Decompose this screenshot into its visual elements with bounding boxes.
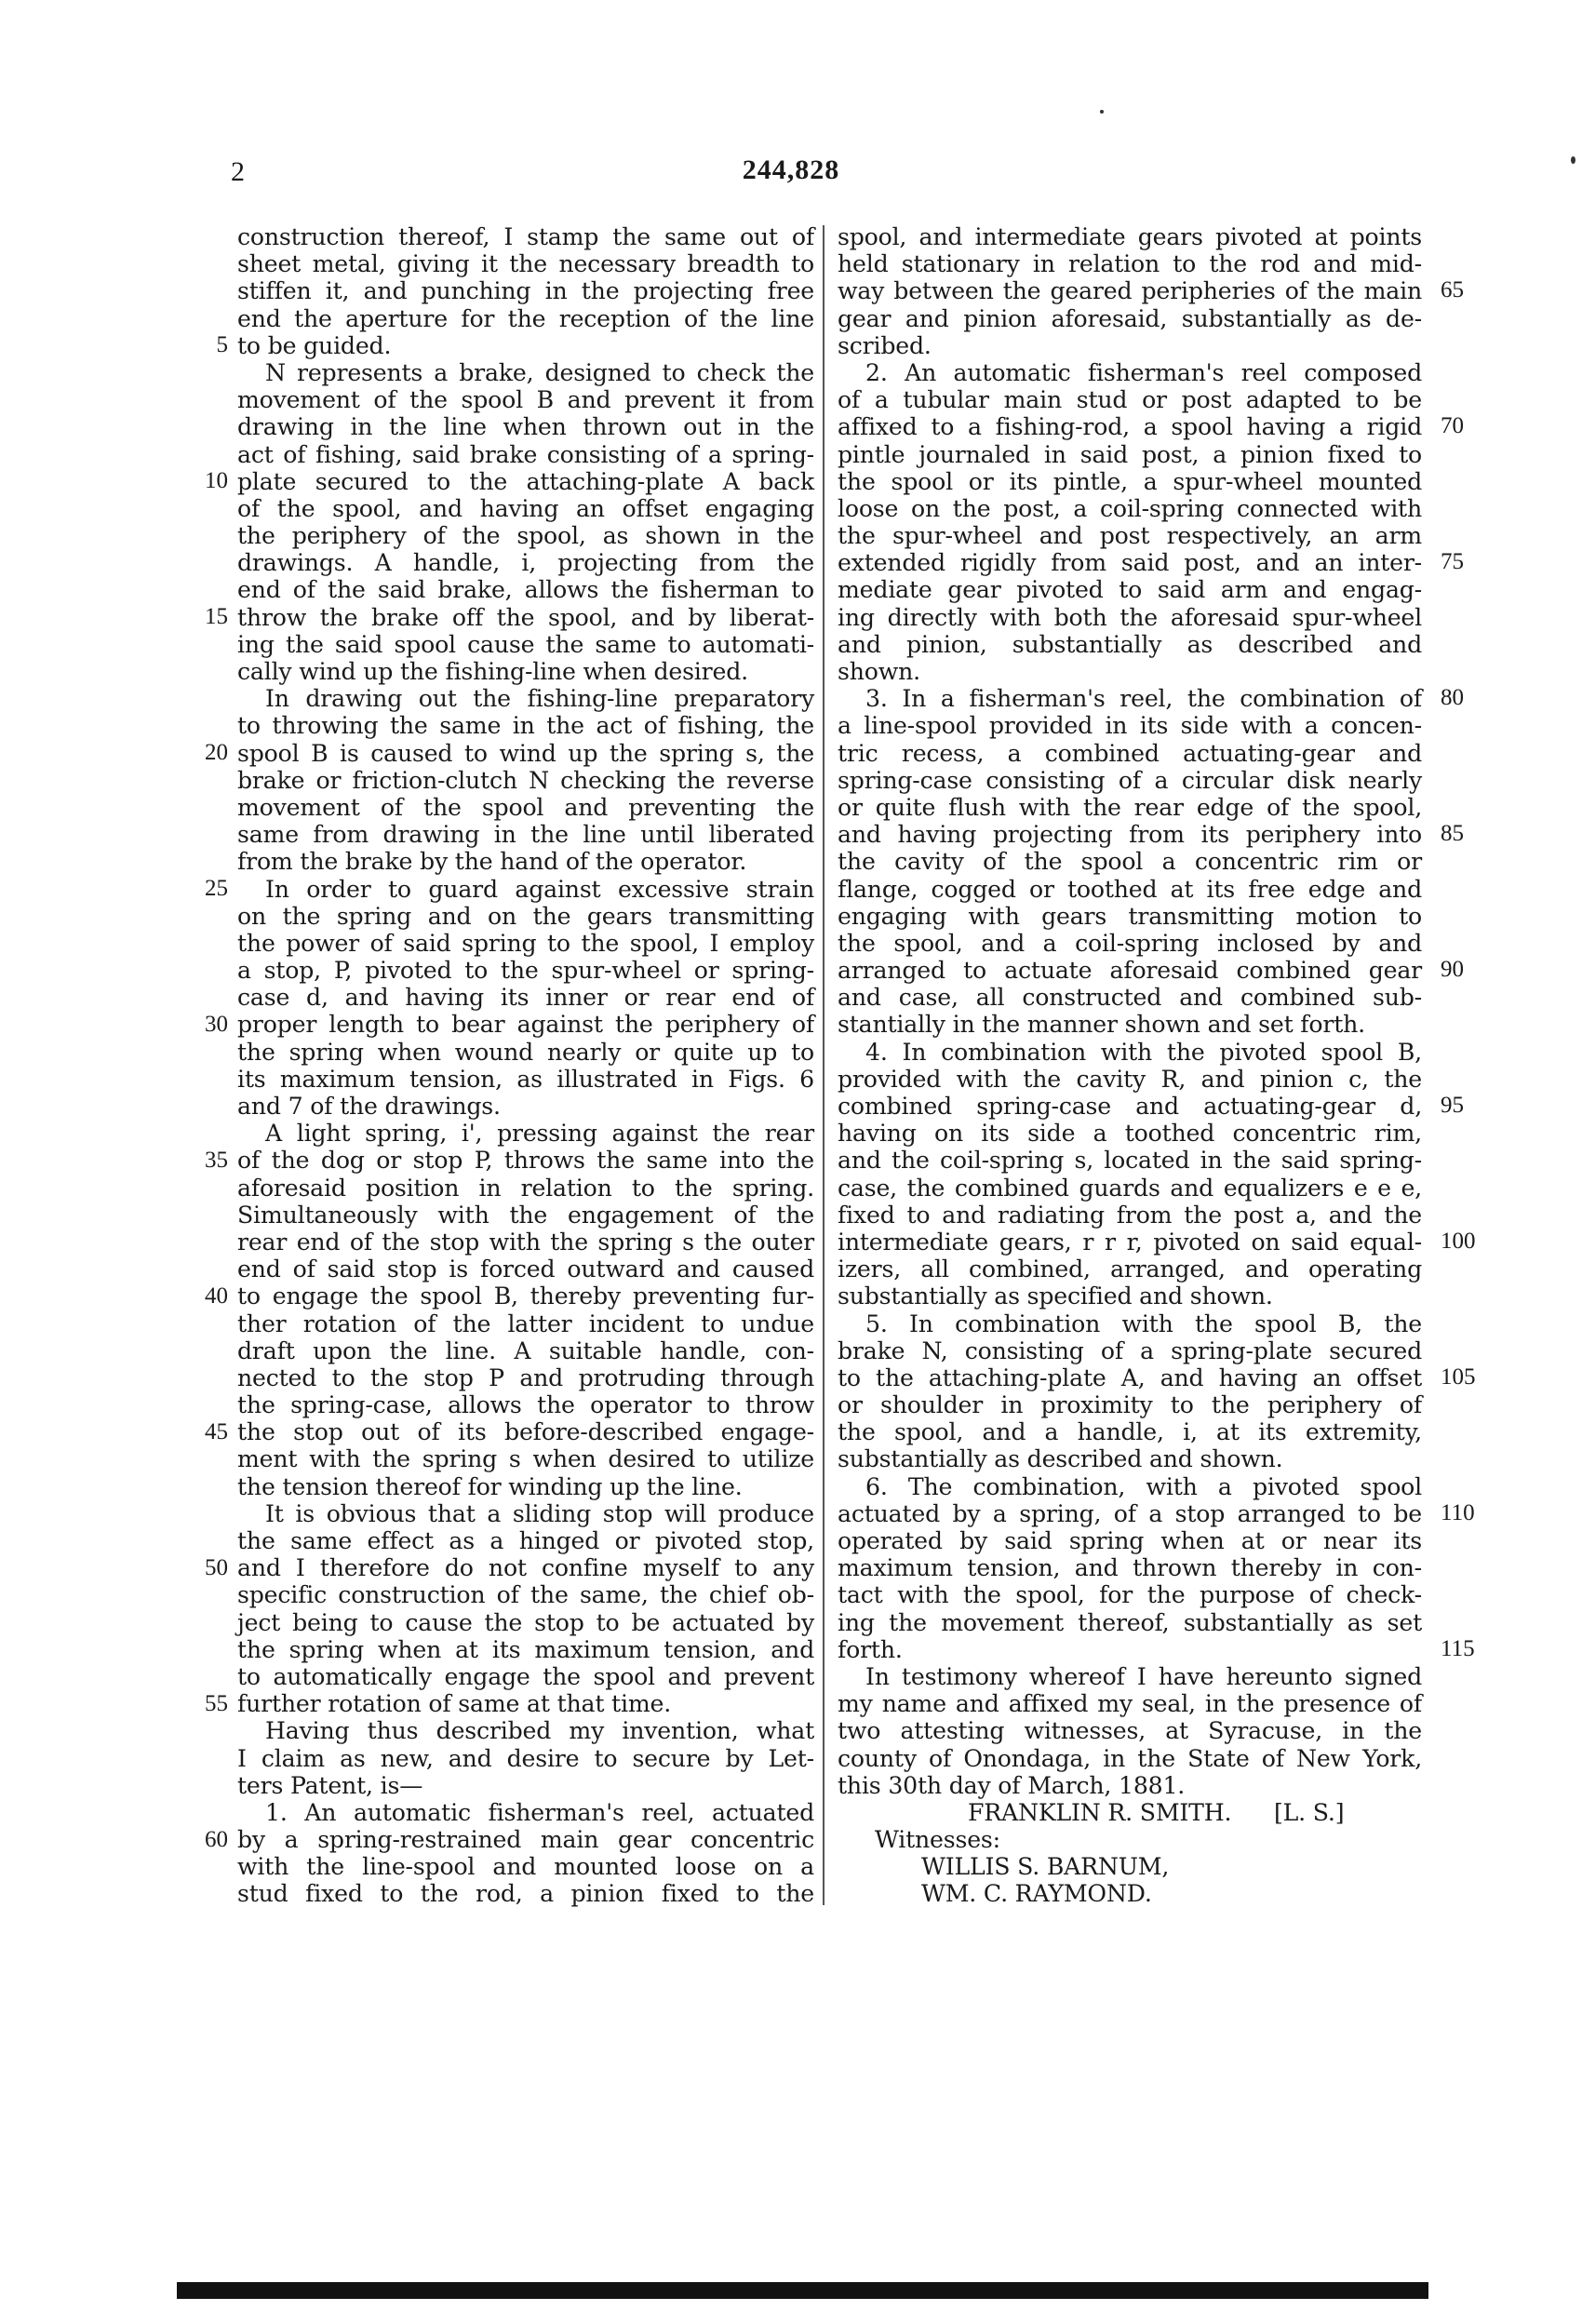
line-number: 15	[205, 603, 228, 629]
text-line: of a tubular main stud or post adapted to be	[838, 386, 1422, 414]
text-line: substantially as described and shown.	[838, 1445, 1283, 1473]
text-line: nected to the stop P and protruding through	[237, 1364, 814, 1391]
text-line: its maximum tension, as illustrated in Figs. 6	[237, 1065, 814, 1093]
text-line: N represents a brake, designed to check the	[265, 358, 814, 386]
line-number: 100	[1441, 1229, 1476, 1255]
line-number: 95	[1441, 1093, 1464, 1119]
text-line: 2. An automatic fisherman's reel composed	[865, 358, 1422, 386]
line-number: 40	[205, 1283, 228, 1309]
text-line: It is obvious that a sliding stop will produce	[265, 1499, 814, 1527]
line-number: 20	[205, 739, 228, 765]
text-line: mediate gear pivoted to said arm and engag-	[838, 576, 1422, 604]
text-line: the spool or its pintle, a spur-wheel mounted	[838, 467, 1422, 495]
text-line: Simultaneously with the engagement of the	[237, 1201, 814, 1229]
line-number: 25	[205, 875, 228, 901]
text-line: county of Onondaga, in the State of New York,	[838, 1744, 1422, 1772]
text-line: engaging with gears transmitting motion to	[838, 902, 1422, 930]
text-line: operated by said spring when at or near its	[838, 1527, 1422, 1554]
text-line: case, the combined guards and equalizers e e e,	[838, 1174, 1422, 1202]
text-line: movement of the spool and preventing the	[237, 793, 814, 821]
text-line: and the coil-spring s, located in the said spring-	[838, 1147, 1422, 1175]
text-line: construction thereof, I stamp the same out of	[237, 223, 814, 250]
text-line: the periphery of the spool, as shown in the	[237, 522, 814, 550]
text-line: ther rotation of the latter incident to undue	[237, 1310, 814, 1337]
text-line: fixed to and radiating from the post a, and the	[838, 1201, 1422, 1229]
text-line: from the brake by the hand of the operator.	[237, 848, 747, 876]
text-line: to engage the spool B, thereby preventing fur-	[237, 1283, 814, 1310]
text-line: ment with the spring s when desired to utilize	[237, 1445, 814, 1473]
text-line: this 30th day of March, 1881.	[838, 1771, 1186, 1799]
page-number: 2	[231, 156, 245, 187]
text-line: my name and affixed my seal, in the presence of	[838, 1690, 1422, 1718]
text-line: two attesting witnesses, at Syracuse, in the	[838, 1717, 1422, 1745]
scan-speck	[1571, 156, 1575, 164]
text-line: or quite flush with the rear edge of the spool,	[838, 793, 1422, 821]
text-line: end of the said brake, allows the fisherman to	[237, 576, 814, 604]
text-line: cally wind up the fishing-line when desired.	[237, 658, 748, 685]
text-line: spool, and intermediate gears pivoted at points	[838, 223, 1422, 250]
line-number: 30	[205, 1011, 228, 1037]
text-line: throw the brake off the spool, and by liberat-	[237, 603, 814, 631]
text-line: brake or friction-clutch N checking the reverse	[237, 766, 814, 794]
text-line: draft upon the line. A suitable handle, con-	[237, 1337, 814, 1364]
witness-name: WILLIS S. BARNUM,	[921, 1853, 1170, 1881]
line-number: 90	[1441, 957, 1464, 983]
witnesses-label: Witnesses:	[875, 1826, 1000, 1854]
bottom-rule	[177, 2282, 1428, 2299]
scan-speck	[1100, 110, 1104, 114]
text-line: held stationary in relation to the rod and mid-	[838, 250, 1422, 278]
text-line: the spring when wound nearly or quite up to	[237, 1038, 814, 1066]
line-number: 35	[205, 1147, 228, 1173]
text-line: extended rigidly from said post, and an inter-	[838, 549, 1422, 577]
line-number: 5	[216, 331, 228, 357]
text-line: provided with the cavity R, and pinion c, the	[838, 1065, 1422, 1093]
seal-mark: [L. S.]	[1273, 1798, 1345, 1826]
text-line: 4. In combination with the pivoted spool B,	[865, 1038, 1422, 1066]
text-line: same from drawing in the line until liberated	[237, 821, 814, 849]
text-line: 1. An automatic fisherman's reel, actuated	[265, 1798, 814, 1826]
text-line: substantially as specified and shown.	[838, 1283, 1273, 1310]
text-line: stiffen it, and punching in the projecting free	[237, 277, 814, 305]
text-line: to be guided.	[237, 331, 392, 359]
line-number: 110	[1441, 1500, 1475, 1526]
text-line: stantially in the manner shown and set forth.	[838, 1011, 1365, 1039]
text-line: ject being to cause the stop to be actuated by	[237, 1608, 814, 1636]
text-line: a line-spool provided in its side with a concen-	[838, 712, 1422, 740]
signature-line	[838, 1799, 1422, 1826]
line-number: 10	[205, 467, 228, 493]
text-line: and 7 of the drawings.	[237, 1093, 501, 1120]
text-line: of the dog or stop P, throws the same into the	[237, 1147, 814, 1175]
text-line: way between the geared peripheries of the main	[838, 277, 1422, 305]
text-line: end of said stop is forced outward and caused	[237, 1256, 814, 1283]
text-line: actuated by a spring, of a stop arranged to be	[838, 1499, 1422, 1527]
text-line: movement of the spool B and prevent it from	[237, 386, 814, 414]
text-line: aforesaid position in relation to the spring.	[237, 1174, 814, 1202]
text-line: izers, all combined, arranged, and operating	[838, 1256, 1422, 1283]
text-line: drawings. A handle, i, projecting from the	[237, 549, 814, 577]
text-line: the same effect as a hinged or pivoted stop,	[237, 1527, 814, 1554]
text-line: brake N, consisting of a spring-plate secured	[838, 1337, 1422, 1364]
patent-number: 244,828	[742, 154, 840, 185]
right-column-body	[838, 223, 1422, 1799]
left-text-column	[237, 223, 814, 1908]
text-line: by a spring-restrained main gear concentric	[237, 1826, 814, 1854]
line-number: 60	[205, 1826, 228, 1852]
text-line: 6. The combination, with a pivoted spool	[865, 1472, 1422, 1500]
text-line: end the aperture for the reception of the line	[237, 304, 814, 332]
text-line: rear end of the stop with the spring s the outer	[237, 1228, 814, 1256]
text-line: ing the said spool cause the same to automati-	[237, 630, 814, 658]
line-number: 105	[1441, 1364, 1476, 1390]
line-number: 80	[1441, 685, 1464, 711]
line-number: 50	[205, 1554, 228, 1580]
text-line: 3. In a fisherman's reel, the combination of	[865, 685, 1422, 713]
text-line: further rotation of same at that time.	[237, 1690, 672, 1718]
text-line: pintle journaled in said post, a pinion fixed to	[838, 440, 1422, 468]
text-line: flange, cogged or toothed at its free edge and	[838, 875, 1422, 903]
text-line: drawing in the line when thrown out in the	[237, 413, 814, 441]
text-line: spring-case consisting of a circular disk nearly	[838, 766, 1422, 794]
line-number: 70	[1441, 413, 1464, 439]
signer-name: FRANKLIN R. SMITH.	[968, 1798, 1232, 1826]
text-line: tric recess, a combined actuating-gear and	[838, 739, 1422, 767]
text-line: In order to guard against excessive strain	[265, 875, 814, 903]
line-number: 55	[205, 1690, 228, 1716]
text-line: the spring-case, allows the operator to throw	[237, 1391, 814, 1419]
text-line: Having thus described my invention, what	[265, 1717, 814, 1745]
text-line: and I therefore do not confine myself to any	[237, 1554, 814, 1582]
text-line: with the line-spool and mounted loose on a	[237, 1853, 814, 1881]
text-line: shown.	[838, 658, 920, 685]
text-line: maximum tension, and thrown thereby in con-	[838, 1554, 1422, 1582]
text-line: forth.	[838, 1635, 903, 1663]
line-number: 75	[1441, 549, 1464, 575]
text-line: In drawing out the fishing-line preparatory	[265, 685, 814, 713]
text-line: A light spring, i', pressing against the rear	[265, 1120, 814, 1148]
text-line: or shoulder in proximity to the periphery of	[838, 1391, 1422, 1419]
text-line: and having projecting from its periphery into	[838, 821, 1422, 849]
text-line: of the spool, and having an offset engaging	[237, 494, 814, 522]
text-line: loose on the post, a coil-spring connected with	[838, 494, 1422, 522]
column-divider	[823, 225, 825, 1905]
text-line: In testimony whereof I have hereunto signed	[865, 1662, 1422, 1690]
line-number: 115	[1441, 1636, 1475, 1662]
text-line: the cavity of the spool a concentric rim or	[838, 848, 1422, 876]
text-line: specific construction of the same, the chief ob-	[237, 1581, 814, 1609]
text-line: stud fixed to the rod, a pinion fixed to the	[237, 1880, 814, 1908]
text-line: ing the movement thereof, substantially as set	[838, 1608, 1422, 1636]
text-line: the tension thereof for winding up the line.	[237, 1472, 743, 1500]
text-line: gear and pinion aforesaid, substantially as de-	[838, 304, 1422, 332]
line-number: 85	[1441, 821, 1464, 847]
line-number: 45	[205, 1418, 228, 1444]
text-line: a stop, P, pivoted to the spur-wheel or spring-	[237, 957, 814, 985]
text-line: I claim as new, and desire to secure by Let-	[237, 1744, 814, 1772]
text-line: the spring when at its maximum tension, and	[237, 1635, 814, 1663]
text-line: on the spring and on the gears transmitting	[237, 902, 814, 930]
text-line: and pinion, substantially as described and	[838, 630, 1422, 658]
text-line: having on its side a toothed concentric rim,	[838, 1120, 1422, 1148]
text-line: case d, and having its inner or rear end of	[237, 984, 814, 1012]
text-line: affixed to a fishing-rod, a spool having a rigid	[838, 413, 1422, 441]
text-line: intermediate gears, r r r, pivoted on said equal-	[838, 1228, 1422, 1256]
witness-name: WM. C. RAYMOND.	[921, 1880, 1152, 1908]
right-text-column	[838, 223, 1422, 1908]
text-line: tact with the spool, for the purpose of check-	[838, 1581, 1422, 1609]
text-line: the power of said spring to the spool, I employ	[237, 929, 814, 957]
text-line: ters Patent, is—	[237, 1771, 423, 1799]
line-number: 65	[1441, 277, 1464, 303]
text-line: to automatically engage the spool and prevent	[237, 1662, 814, 1690]
text-line: proper length to bear against the periphery of	[237, 1011, 814, 1039]
text-line: to the attaching-plate A, and having an offset	[838, 1364, 1422, 1391]
text-line: the spool, and a coil-spring inclosed by and	[838, 929, 1422, 957]
text-line: ing directly with both the aforesaid spur-wheel	[838, 603, 1422, 631]
text-line: plate secured to the attaching-plate A back	[237, 467, 814, 495]
text-line: to throwing the same in the act of fishing, the	[237, 712, 814, 740]
text-line: arranged to actuate aforesaid combined gear	[838, 957, 1422, 985]
text-line: spool B is caused to wind up the spring s, the	[237, 739, 814, 767]
text-line: the spool, and a handle, i, at its extremity,	[838, 1418, 1422, 1446]
text-line: the stop out of its before-described engage-	[237, 1418, 814, 1446]
text-line: and case, all constructed and combined sub-	[838, 984, 1422, 1012]
text-line: the spur-wheel and post respectively, an arm	[838, 522, 1422, 550]
text-line: sheet metal, giving it the necessary breadth to	[237, 250, 814, 278]
text-line: 5. In combination with the spool B, the	[865, 1310, 1422, 1337]
text-line: act of fishing, said brake consisting of a spring-	[237, 440, 814, 468]
text-line: scribed.	[838, 331, 932, 359]
text-line: combined spring-case and actuating-gear d,	[838, 1093, 1422, 1120]
